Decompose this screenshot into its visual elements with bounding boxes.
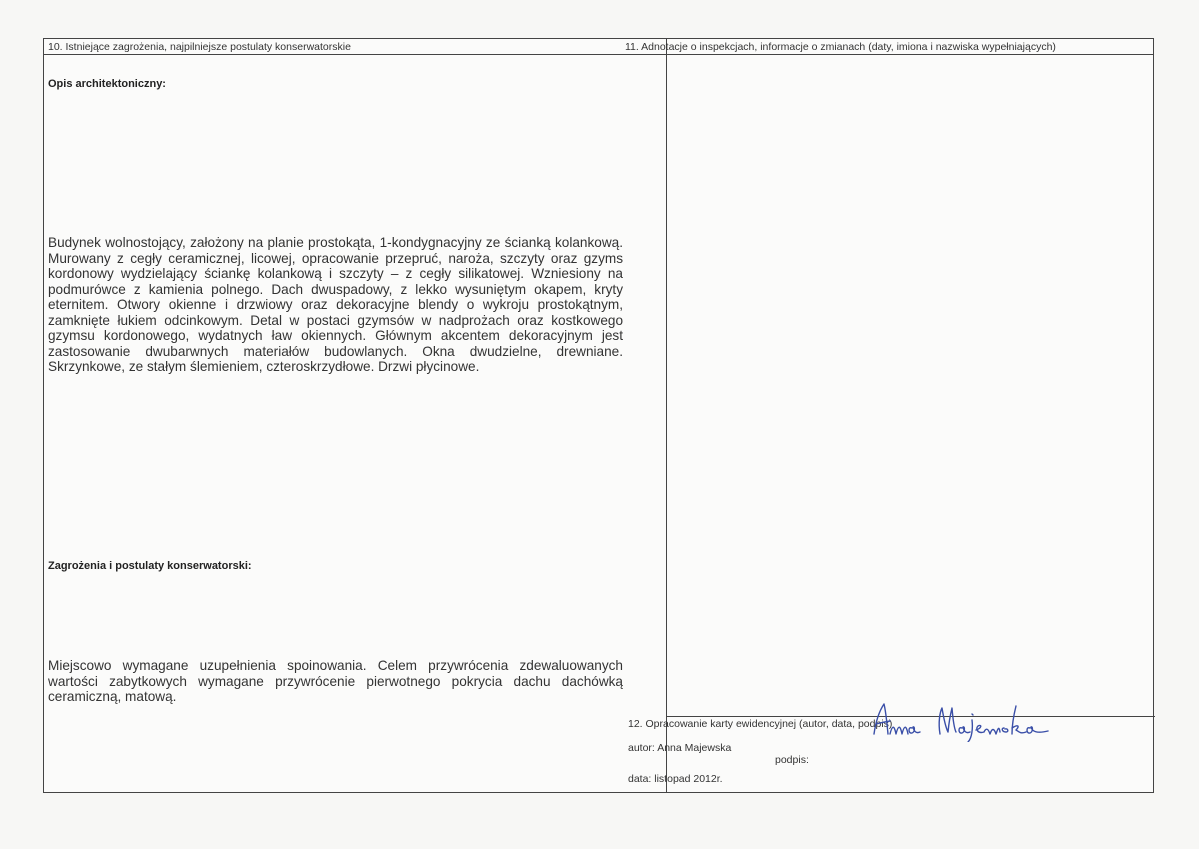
- handwritten-signature: [866, 698, 1056, 742]
- opis-paragraph: Budynek wolnostojący, założony na planie prostokąta, 1-kondygnacyjny ze ścianką kolankową. Murowany z cegły ceramicznej, licowej, opracowanie przepruć, naroża, szczyty oraz gzyms kordonowy wydzielający ściankę kolankową i szczyty – z cegły silikatowej. Wzniesiony na podmurówce z kamienia polnego. Dach dwuspadowy, z lekko wysuniętym okapem, kryty eternitem. Otwory okienne i drzwiowy oraz dekoracyjne blendy o wykroju prostokątnym, zamknięte łukiem odcinkowym. Detal w postaci gzymsów w nadprożach oraz kostkowego gzymsu kordonowego, wydatnych ław okiennych. Głównym akcentem dekoracyjnym jest zastosowanie dwubarwnych materiałów budowlanych. Okna dwudzielne, drewniane. Skrzynkowe, ze stałym ślemieniem, czteroskrzydłowe. Drzwi płycinowe.: [48, 235, 623, 374]
- zagrozenia-paragraph: Miejscowo wymagane uzupełnienia spoinowania. Celem przywrócenia zdewaluowanych wartości zabytkowych wymagane przywrócenie pierwotnego pokrycia dachu dachówką ceramiczną, matową.: [48, 658, 623, 704]
- header-divider: [44, 54, 1153, 55]
- record-card-frame: [43, 38, 1154, 793]
- opis-text: [48, 235, 623, 375]
- date-field: data: listopad 2012r.: [628, 773, 723, 785]
- zagrozenia-heading: Zagrożenia i postulaty konserwatorski:: [48, 560, 252, 572]
- signature-label: podpis:: [775, 754, 809, 766]
- opis-heading: Opis architektoniczny:: [48, 78, 166, 90]
- author-field: autor: Anna Majewska: [628, 742, 732, 754]
- section12-header: 12. Opracowanie karty ewidencyjnej (autor, data, podpis): [628, 718, 893, 730]
- section10-header: 10. Istniejące zagrożenia, najpilniejsze postulaty konserwatorskie: [48, 41, 351, 53]
- column-divider: [666, 39, 667, 792]
- section11-header: 11. Adnotacje o inspekcjach, informacje o zmianach (daty, imiona i nazwiska wypełniających): [625, 41, 1056, 53]
- zagrozenia-text: [48, 658, 623, 705]
